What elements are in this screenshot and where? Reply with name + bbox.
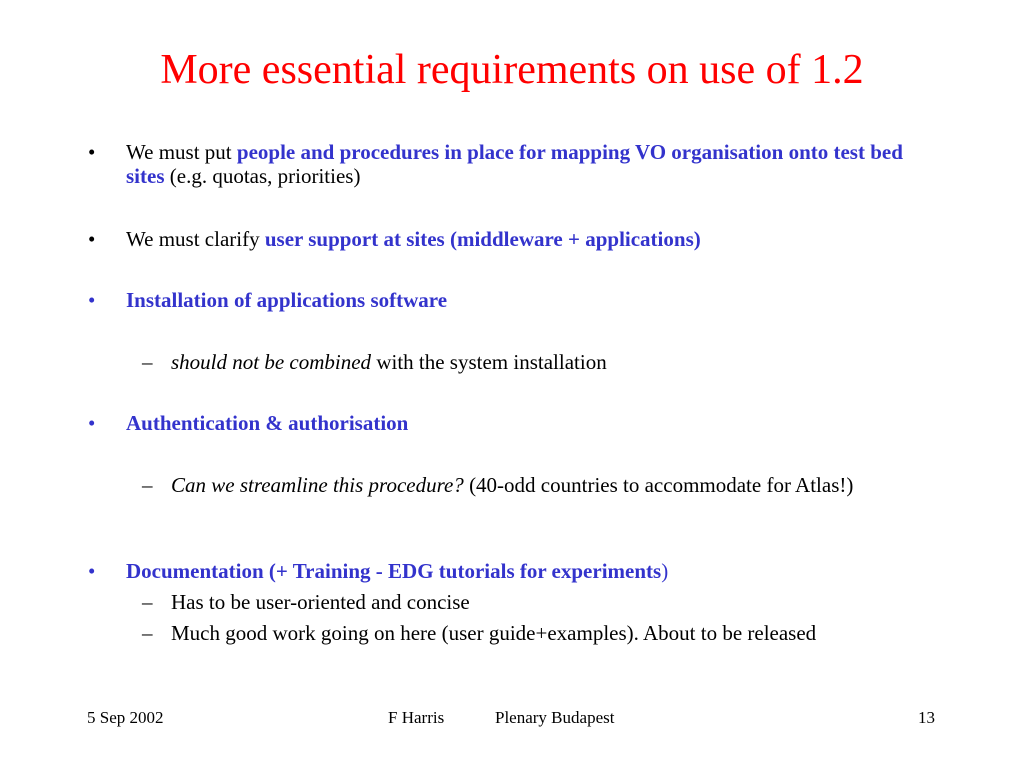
footer-date: 5 Sep 2002 xyxy=(87,708,164,727)
sub-bullet-italic-text: Can we streamline this procedure? xyxy=(171,473,464,497)
bullet-highlight-text: user support at sites (middleware + applications) xyxy=(264,227,701,251)
sub-bullet-text xyxy=(171,473,941,497)
sub-bullet-italic-text: should not be combined xyxy=(171,350,372,374)
bullet-plain-text: (e.g. quotas, priorities) xyxy=(164,164,361,188)
bullet-marker: • xyxy=(88,559,96,583)
bullet-marker: • xyxy=(88,288,96,312)
slide-title: More essential requirements on use of 1.2 xyxy=(160,47,864,93)
dash-marker: – xyxy=(142,621,153,645)
bullet-highlight-text: Documentation (+ Training - EDG tutorials for experiments xyxy=(126,559,662,583)
bullet-plain-text: We must put xyxy=(126,140,237,164)
bullet-marker: • xyxy=(88,411,96,435)
bullet-text xyxy=(126,227,936,251)
bullet-highlight-text: Installation of applications software xyxy=(126,288,448,312)
sub-bullet-plain-text: (40-odd countries to accommodate for Atlas!) xyxy=(463,473,854,497)
bullet-marker: • xyxy=(88,140,96,164)
sub-bullet-text: Has to be user-oriented and concise xyxy=(171,590,470,614)
sub-bullet-plain-text: with the system installation xyxy=(371,350,607,374)
footer-page-number: 13 xyxy=(918,708,935,727)
dash-marker: – xyxy=(142,473,153,497)
dash-marker: – xyxy=(142,350,153,374)
bullet-plain-text: We must clarify xyxy=(126,227,265,251)
dash-marker: – xyxy=(142,590,153,614)
bullet-close-paren: ) xyxy=(661,559,669,583)
footer-author: F Harris xyxy=(388,708,445,727)
bullet-text xyxy=(126,140,936,188)
sub-bullet-text xyxy=(171,350,941,374)
footer-event: Plenary Budapest xyxy=(495,708,615,727)
sub-bullet-text: Much good work going on here (user guide+examples). About to be released xyxy=(171,621,817,645)
bullet-text xyxy=(126,559,936,583)
bullet-highlight-text: people and procedures in place for mapping VO organisation onto test bed sites xyxy=(126,140,903,188)
bullet-marker: • xyxy=(88,227,96,251)
bullet-highlight-text: Authentication & authorisation xyxy=(126,411,409,435)
